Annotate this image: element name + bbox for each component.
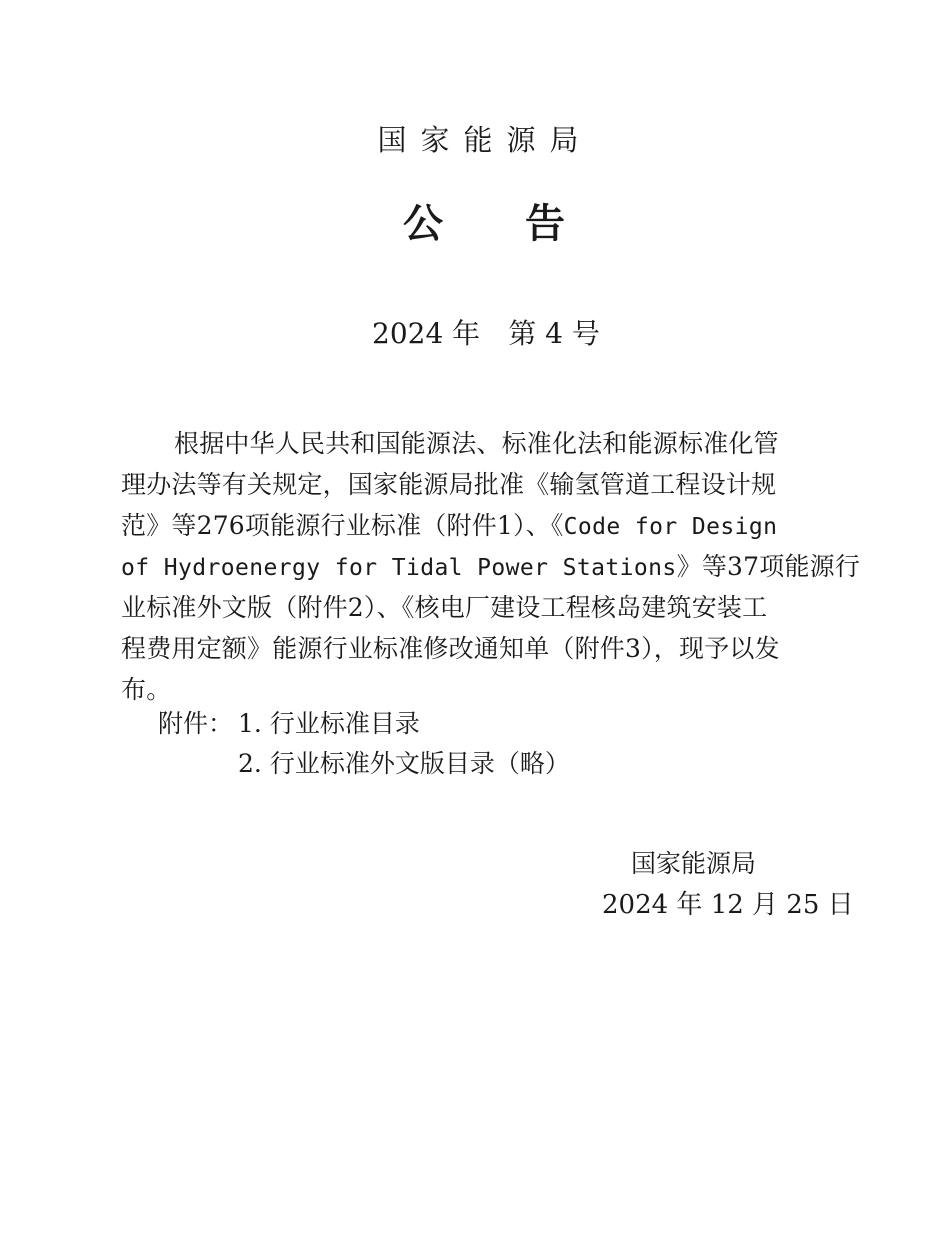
body-line-4 [121,547,860,583]
body-line-1: 根据中华人民共和国能源法、标准化法和能源标准化管 [174,429,779,458]
body-line-5: 业标准外文版（附件2）、《核电厂建设工程核岛建筑安装工 [121,593,768,622]
title-char-gao: 告 [525,201,565,247]
issuing-agency-heading: 国家能源局 [377,123,593,157]
attachment-item-number: 2. [238,749,262,778]
issue-year-unit: 年 [452,317,481,350]
attachment-label: 附件： [158,709,234,738]
issue-number-line [372,312,600,352]
issue-prefix: 第 [508,317,537,350]
issue-year: 2024 [372,317,444,350]
attachment-item-2 [238,744,570,780]
attachment-item-1 [238,704,420,740]
body-line-6: 程费用定额》能源行业标准修改通知单（附件3），现予以发 [121,634,780,663]
announcement-title [403,192,565,249]
issue-suffix: 号 [571,317,600,350]
body-line-3 [121,506,777,542]
body-line-3-en: Code for Design [563,514,778,540]
attachment-item-number: 1. [238,709,262,738]
attachment-item-title: 行业标准目录 [269,709,420,738]
body-line-2: 理办法等有关规定，国家能源局批准《输氢管道工程设计规 [121,470,777,499]
body-line-4-en: of Hydroenergy for Tidal Power Stations [121,555,677,581]
body-line-7: 布。 [121,675,172,704]
signature-date: 2024 年 12 月 25 日 [602,890,854,920]
body-line-4-cn: 》等37项能源行 [676,552,861,581]
body-line-3-cn: 范》等276项能源行业标准（附件1）、《 [121,511,564,540]
issue-number: 4 [545,317,563,350]
attachment-item-title: 行业标准外文版目录（略） [269,749,570,778]
title-char-gong: 公 [403,201,443,247]
signature-agency: 国家能源局 [631,849,757,878]
